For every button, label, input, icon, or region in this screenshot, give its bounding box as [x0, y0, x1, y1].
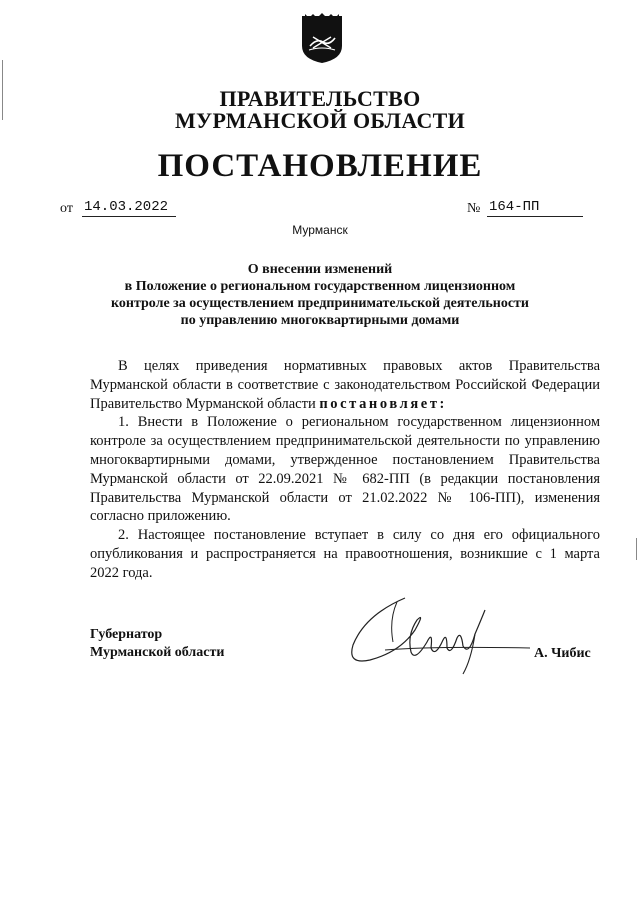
document-date: 14.03.2022 [82, 199, 176, 217]
number-label: № [467, 201, 481, 216]
document-subject [100, 261, 540, 329]
subject-line: по управлению многоквартирными домами [180, 313, 460, 328]
subject-line: О внесении изменений [247, 262, 393, 277]
org-name-line2: МУРМАНСКОЙ ОБЛАСТИ [174, 108, 466, 133]
signatory-name: А. Чибис [534, 646, 591, 661]
signatory-title-line: Губернатор [90, 627, 163, 642]
coat-of-arms-icon [299, 12, 345, 64]
body-paragraph: 1. Внести в Положение о региональном государственном лицензионном контроле за осуществлением предпринимательской деятельности по управлению многоквартирными домами, утвержденное постановлением Правительства Мурманской области от 22.09.2021 № 682-ПП (в редакции постановления Правительства Мурманской области от 21.02.2022 № 106-ПП), изменения согласно приложению. [90, 414, 600, 525]
resolution-keyword: постановляет: [319, 395, 447, 412]
document-number: 164-ПП [487, 199, 583, 217]
document-type-title: ПОСТАНОВЛЕНИЕ [157, 148, 483, 184]
subject-line: в Положение о региональном государственном лицензионном [124, 279, 516, 294]
body-paragraph: 2. Настоящее постановление вступает в силу со дня его официального опубликования и распространяется на правоотношения, возникшие с 1 марта 2022 года. [90, 527, 600, 581]
handwritten-signature [345, 590, 535, 680]
date-label: от [60, 201, 73, 216]
signatory-title-line: Мурманской области [90, 645, 225, 660]
signatory-title [90, 626, 224, 662]
org-name-line1: ПРАВИТЕЛЬСТВО [219, 86, 421, 111]
subject-line: контроле за осуществлением предпринимательской деятельности [111, 296, 529, 311]
city-name: Мурманск [292, 223, 348, 237]
body-paragraph [90, 357, 600, 413]
scan-edge-mark [2, 60, 3, 120]
scan-edge-mark [636, 538, 637, 560]
document-body [90, 357, 600, 583]
paragraph-text: В целях приведения нормативных правовых актов Правительства Мурманской области в соответствие с законодательством Российской Федерации Правительство Мурманской области [90, 358, 600, 412]
